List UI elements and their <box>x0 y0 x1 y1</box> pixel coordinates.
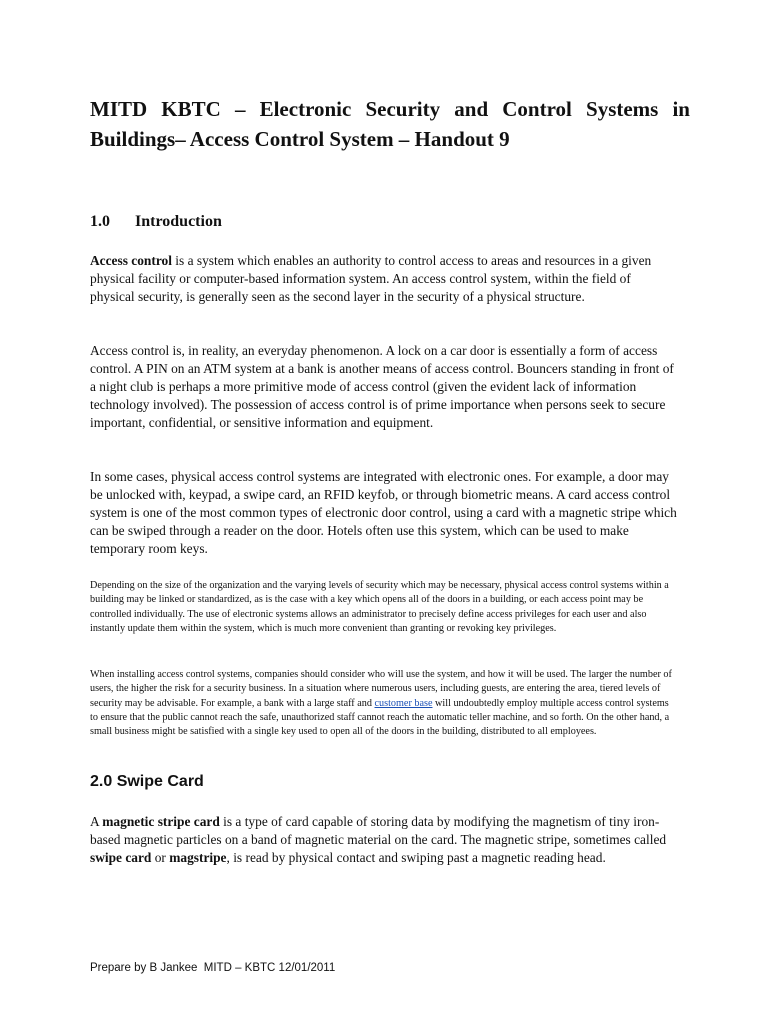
document-title: MITD KBTC – Electronic Security and Control Systems in Buildings– Access Control System – Handout 9 <box>90 97 690 151</box>
bold-term: magstripe <box>169 850 227 865</box>
paragraph-text: will undoubtedly employ multiple access control systems to ensure that the public cannot reach the safe, unauthorized staff cannot reach the automatic teller machine, and so forth. On the other hand, a small business might be satisfied with a single key used to open all of the doors in the building, distributed to all employees. <box>90 697 670 738</box>
paragraph-text: , is read by physical contact and swiping past a magnetic reading head. <box>226 850 606 865</box>
bold-term: Access control <box>90 253 172 268</box>
paragraph-text: A <box>90 814 103 829</box>
paragraph-everyday-phenomenon: Access control is, in reality, an everyday phenomenon. A lock on a car door is essentially a form of access control. A PIN on an ATM system at a bank is another means of access control. Bouncers standing in front of a night club is perhaps a more primitive mode of access control (given the evident lack of information technology involved). The possession of access control is of prime importance when persons seek to secure important, confidential, or sensitive information and equipment. <box>90 343 674 430</box>
paragraph-organization-size: Depending on the size of the organization and the varying levels of security which may be necessary, physical access control systems within a building may be linked or standardized, as is the case with a key which opens all of the doors in a building, or each access point may be controlled individually. The use of electronic systems allows an administrator to precisely define access privileges for each user and also instantly update them within the system, which is much more convenient than granting or revoking key privileges. <box>90 580 669 634</box>
paragraph-text: is a type of card capable of storing data by modifying the magnetism of tiny iron-based magnetic particles on a band of magnetic material on the card. The magnetic stripe, sometimes called <box>90 814 667 847</box>
paragraph-magnetic-stripe <box>90 813 678 867</box>
section-number: 1.0 <box>90 213 110 230</box>
page-footer: Prepare by B Jankee MITD – KBTC 12/01/2011 <box>90 962 336 974</box>
paragraph-text: or <box>151 850 170 865</box>
customer-base-link[interactable]: customer base <box>374 697 433 709</box>
section-title: Introduction <box>135 213 222 230</box>
bold-term: swipe card <box>90 850 152 865</box>
paragraph-text: When installing access control systems, companies should consider who will use the system, and how it will be used. The larger the number of users, the higher the risk for a security business. In a situation where numerous users, including guests, are entering the area, tiered levels of security may be advisable. For example, a bank with a large staff and <box>90 669 672 709</box>
paragraph-electronic-systems: In some cases, physical access control systems are integrated with electronic ones. For example, a door may be unlocked with, keypad, a swipe card, an RFID keyfob, or through biometric means. A card access control system is one of the most common types of electronic door control, using a card with a magnetic stripe which can be swiped through a reader on the door. Hotels often use this system, which can be used to make temporary room keys. <box>90 469 677 556</box>
bold-term: magnetic stripe card <box>102 814 220 829</box>
section-heading-introduction <box>90 212 222 232</box>
section-heading-swipe-card: 2.0 Swipe Card <box>90 773 204 790</box>
paragraph-access-control-definition <box>90 252 678 306</box>
paragraph-text: is a system which enables an authority to control access to areas and resources in a given physical facility or computer-based information system. An access control system, within the field of physical security, is generally seen as the second layer in the security of a physical structure. <box>90 253 652 304</box>
paragraph-installing-systems <box>90 668 678 739</box>
